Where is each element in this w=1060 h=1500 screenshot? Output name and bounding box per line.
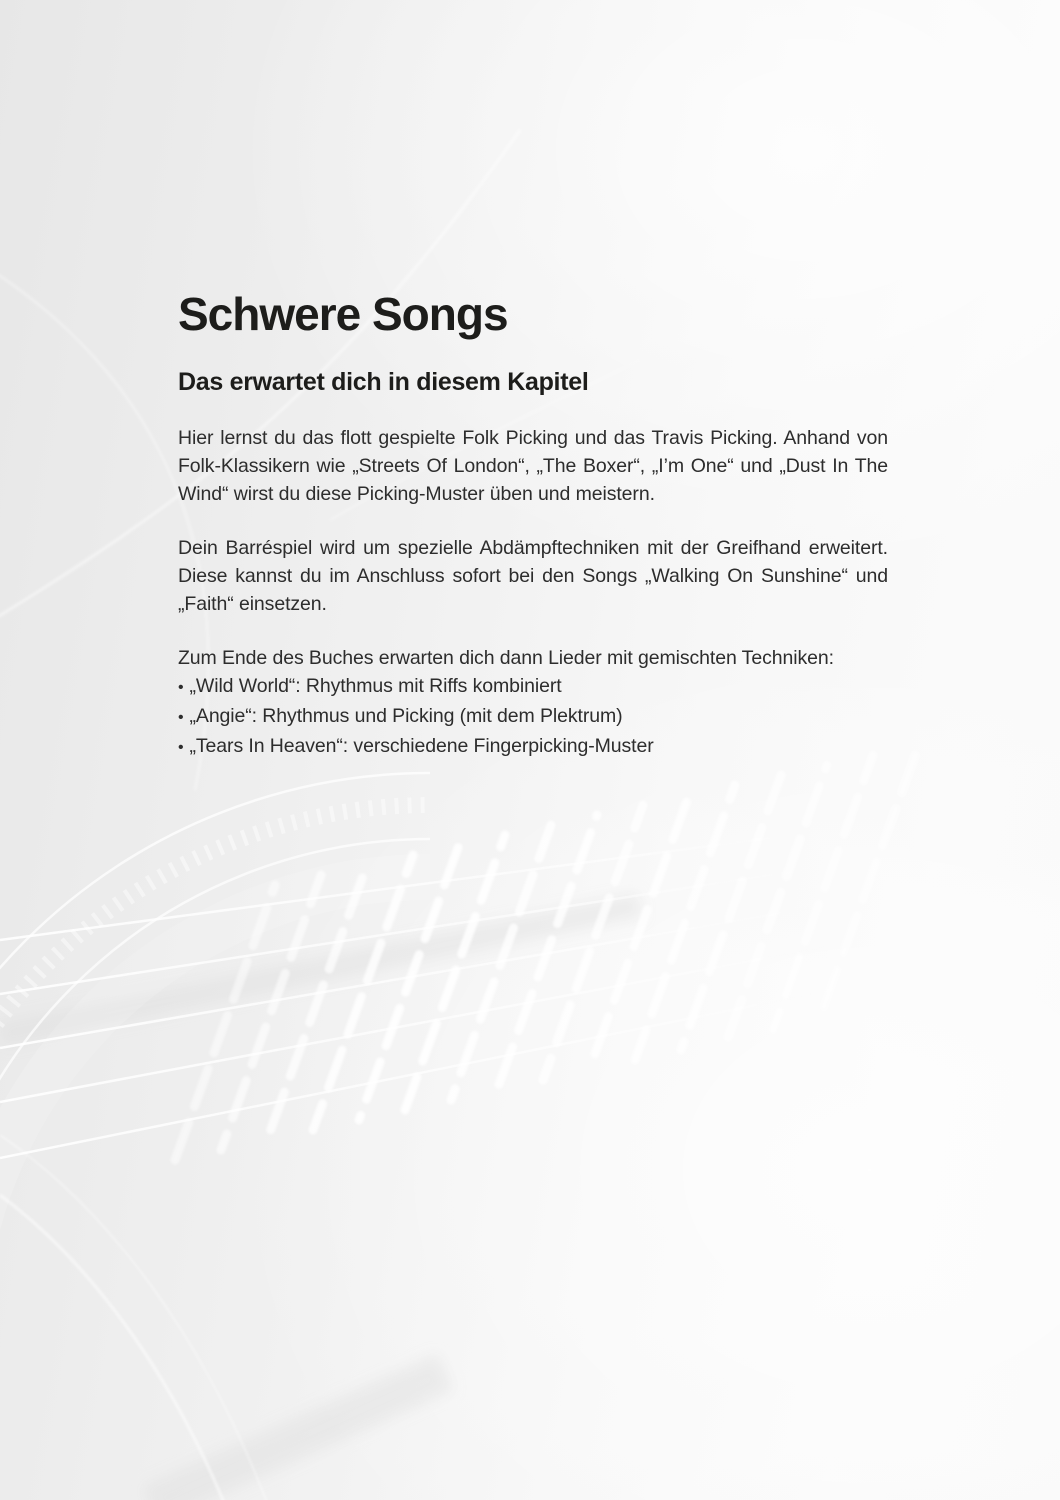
bullet-item-angie: [178, 702, 888, 732]
body-edge-curves: [0, 1135, 268, 1500]
bullet-item-tears-in-heaven: [178, 732, 888, 762]
bullet-text: „Wild World“: Rhythmus mit Riffs kombiniert: [189, 675, 562, 697]
chapter-intro-section: [178, 290, 888, 762]
bullet-text: „Angie“: Rhythmus und Picking (mit dem Plektrum): [189, 705, 623, 727]
bullet-text: „Tears In Heaven“: verschiedene Fingerpicking-Muster: [189, 735, 654, 757]
paragraph-folk-picking: Hier lernst du das flott gespielte Folk Picking und das Travis Picking. Anhand von Folk-Klassikern wie „Streets Of London“, „The Boxer“, „I’m One“ und „Dust In The Wind“ wirst du diese Picking-Muster üben und meistern.: [178, 427, 888, 505]
paragraph-barre: Dein Barréspiel wird um spezielle Abdämpftechniken mit der Greifhand erweitert. Diese kannst du im Anschluss sofort bei den Songs „Walking On Sunshine“ und „Faith“ einsetzen.: [178, 537, 888, 615]
chapter-title: Schwere Songs: [178, 288, 508, 340]
chapter-subtitle: Das erwartet dich in diesem Kapitel: [178, 368, 589, 396]
song-bullet-list: [178, 672, 888, 762]
bullet-marker: •: [178, 739, 184, 756]
bullet-marker: •: [178, 709, 184, 726]
rosette-arcs: [0, 773, 1002, 1500]
guitar-strings: [0, 838, 850, 1158]
paragraph-mixed-techniques-intro: Zum Ende des Buches erwarten dich dann Lieder mit gemischten Techniken:: [178, 647, 834, 669]
guitar-shading: [0, 905, 640, 1500]
bullet-marker: •: [178, 679, 184, 696]
bullet-item-wild-world: [178, 672, 888, 702]
light-streaks: [175, 745, 919, 1160]
